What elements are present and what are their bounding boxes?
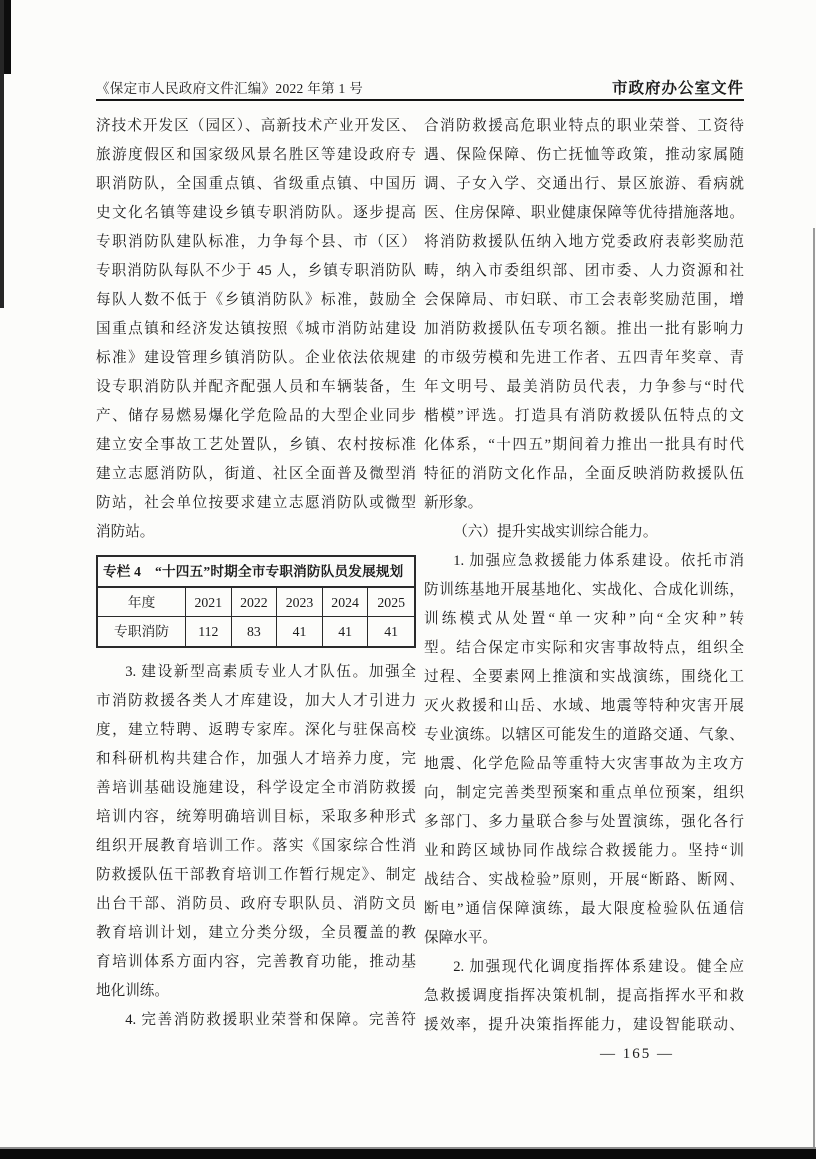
text-line: 4. 完善消防救援职业荣誉和保障。完善符	[125, 1012, 416, 1029]
text-line: 调、子女入学、交通出行、景区旅游、看病就	[424, 176, 744, 192]
text-line: 型。结合保定市实际和灾害事故特点，组织全	[424, 640, 744, 656]
text-line: 教育培训计划，建立分类分级，全员覆盖的教	[96, 925, 416, 942]
text-line: 加消防救援队伍专项名额。推出一批有影响力	[424, 321, 744, 337]
text-line: 援效率，提升决策指挥能力，建设智能联动、	[424, 1017, 744, 1033]
header-document-category: 市政府办公室文件	[611, 80, 744, 97]
right-column-text	[424, 112, 744, 1040]
text-line: 保障水平。	[424, 930, 497, 946]
table-cell: 2022	[232, 588, 278, 618]
text-line: 地化训练。	[96, 983, 169, 1000]
text-line: 多部门、多力量联合参与处置演练，强化各行	[424, 814, 744, 830]
text-line: 专职消防队每队不少于 45 人，乡镇专职消防队	[96, 263, 416, 279]
text-line: 灭火救援和山岳、水域、地震等特种灾害开展	[424, 698, 744, 714]
text-line: 的市级劳模和先进工作者、五四青年奖章、青	[424, 350, 744, 366]
text-line: 训练模式从处置“单一灾种”向“全灾种”转	[424, 611, 744, 627]
text-line: 会保障局、市妇联、市工会表彰奖励范围，增	[424, 292, 744, 308]
text-line: 设专职消防队并配齐配强人员和车辆装备，生	[96, 379, 416, 395]
text-line: 培训内容，统筹明确培训目标，采取多种形式	[96, 809, 416, 826]
text-line: 史文化名镇等建设乡镇专职消防队。逐步提高	[96, 205, 416, 221]
text-line: 消防站。	[96, 524, 155, 540]
page-header	[96, 76, 744, 98]
table-cell: 年度	[98, 588, 186, 618]
text-line: 出台干部、消防员、政府专职队员、消防文员	[96, 896, 416, 913]
text-line: 建立志愿消防队，街道、社区全面普及微型消	[96, 466, 416, 482]
table-cell: 41	[323, 617, 369, 646]
left-column	[96, 112, 416, 1035]
text-line: 新形象。	[424, 495, 483, 511]
text-line: 断电”通信保障演练，最大限度检验队伍通信	[424, 901, 744, 917]
table-staffing-data-row	[98, 617, 414, 646]
text-line: 济技术开发区（园区）、高新技术产业开发区、	[96, 118, 416, 134]
text-line: 善培训基础设施建设，科学设定全市消防救援	[96, 780, 416, 797]
text-line: 业和跨区域协同作战综合救援能力。坚持“训	[424, 843, 744, 859]
text-line: 防训练基地开展基地化、实战化、合成化训练，	[424, 582, 744, 598]
text-line: 1. 加强应急救援能力体系建设。依托市消	[453, 553, 744, 569]
left-column-text-lower	[96, 658, 416, 1035]
text-line: （六）提升实战实训综合能力。	[453, 524, 658, 540]
table-year-header-row	[98, 588, 414, 618]
feature-box-4-table	[96, 555, 416, 648]
header-rule	[96, 99, 744, 101]
text-line: 旅游度假区和国家级风景名胜区等建设政府专	[96, 147, 416, 163]
text-line: 国重点镇和经济发达镇按照《城市消防站建设	[96, 321, 416, 337]
table-title: 专栏 4 “十四五”时期全市专职消防队员发展规划	[98, 557, 414, 588]
text-line: 产、储存易燃易爆化学危险品的大型企业同步	[96, 408, 416, 424]
text-line: 职消防队，全国重点镇、省级重点镇、中国历	[96, 176, 416, 192]
text-line: 3. 建设新型高素质专业人才队伍。加强全	[125, 664, 416, 681]
text-line: 专业演练。以辖区可能发生的道路交通、气象、	[424, 727, 744, 743]
text-line: 合消防救援高危职业特点的职业荣誉、工资待	[424, 118, 744, 134]
text-line: 防站，社会单位按要求建立志愿消防队或微型	[96, 495, 416, 511]
text-line: 向，制定完善类型预案和重点单位预案，组织	[424, 785, 744, 801]
text-line: 地震、化学危险品等重特大灾害事故为主攻方	[424, 756, 744, 772]
scan-artifact-bottom-edge	[0, 1147, 816, 1159]
right-column	[424, 112, 744, 1040]
table-cell: 83	[232, 617, 278, 646]
table-cell: 专职消防	[98, 617, 186, 646]
table-cell: 2025	[368, 588, 414, 618]
text-line: 化体系，“十四五”期间着力推出一批具有时代	[424, 437, 744, 453]
scan-artifact-right-line	[813, 228, 815, 1147]
text-line: 战结合、实战检验”原则，开展“断路、断网、	[424, 872, 744, 888]
text-line: 每队人数不低于《乡镇消防队》标准，鼓励全	[96, 292, 416, 308]
table-cell: 112	[186, 617, 232, 646]
text-line: 遇、保险保障、伤亡抚恤等政策，推动家属随	[424, 147, 744, 163]
text-line: 急救援调度指挥决策机制，提高指挥水平和救	[424, 988, 744, 1004]
text-line: 2. 加强现代化调度指挥体系建设。健全应	[453, 959, 744, 975]
table-cell: 2021	[186, 588, 232, 618]
table-cell: 41	[277, 617, 323, 646]
text-line: 特征的消防文化作品，全面反映消防救援队伍	[424, 466, 744, 482]
text-line: 专职消防队建队标准，力争每个县、市（区）	[96, 234, 416, 250]
table-cell: 2024	[323, 588, 369, 618]
scan-artifact-left-line	[0, 0, 4, 308]
text-line: 建立安全事故工艺处置队，乡镇、农村按标准	[96, 437, 416, 453]
text-line: 育培训体系方面内容，完善教育功能，推动基	[96, 954, 416, 971]
table-cell: 41	[384, 624, 399, 640]
text-line: 市消防救援各类人才库建设，加大人才引进力	[96, 693, 416, 710]
text-line: 畴，纳入市委组织部、团市委、人力资源和社	[424, 263, 744, 279]
text-line: 年文明号、最美消防员代表，力争参与“时代	[424, 379, 744, 395]
table-cell: 2023	[277, 588, 323, 618]
text-line: 和科研机构共建合作，加强人才培养力度，完	[96, 751, 416, 768]
left-column-text-upper	[96, 112, 416, 547]
text-line: 组织开展教育培训工作。落实《国家综合性消	[96, 838, 416, 855]
header-compilation-title: 《保定市人民政府文件汇编》2022 年第 1 号	[96, 81, 364, 96]
text-line: 防救援队伍干部教育培训工作暂行规定》、制定	[96, 867, 416, 884]
text-line: 医、住房保障、职业健康保障等优待措施落地。	[424, 205, 744, 221]
text-line: 将消防救援队伍纳入地方党委政府表彰奖励范	[424, 234, 744, 250]
text-line: 度，建立特聘、返聘专家库。深化与驻保高校	[96, 722, 416, 739]
page-number: — 165 —	[600, 1046, 674, 1062]
text-line: 楷模”评选。打造具有消防救援队伍特点的文	[424, 408, 744, 424]
text-line: 过程、全要素网上推演和实战演练，围绕化工	[424, 669, 744, 685]
text-line: 标准》建设管理乡镇消防队。企业依法依规建	[96, 350, 416, 366]
